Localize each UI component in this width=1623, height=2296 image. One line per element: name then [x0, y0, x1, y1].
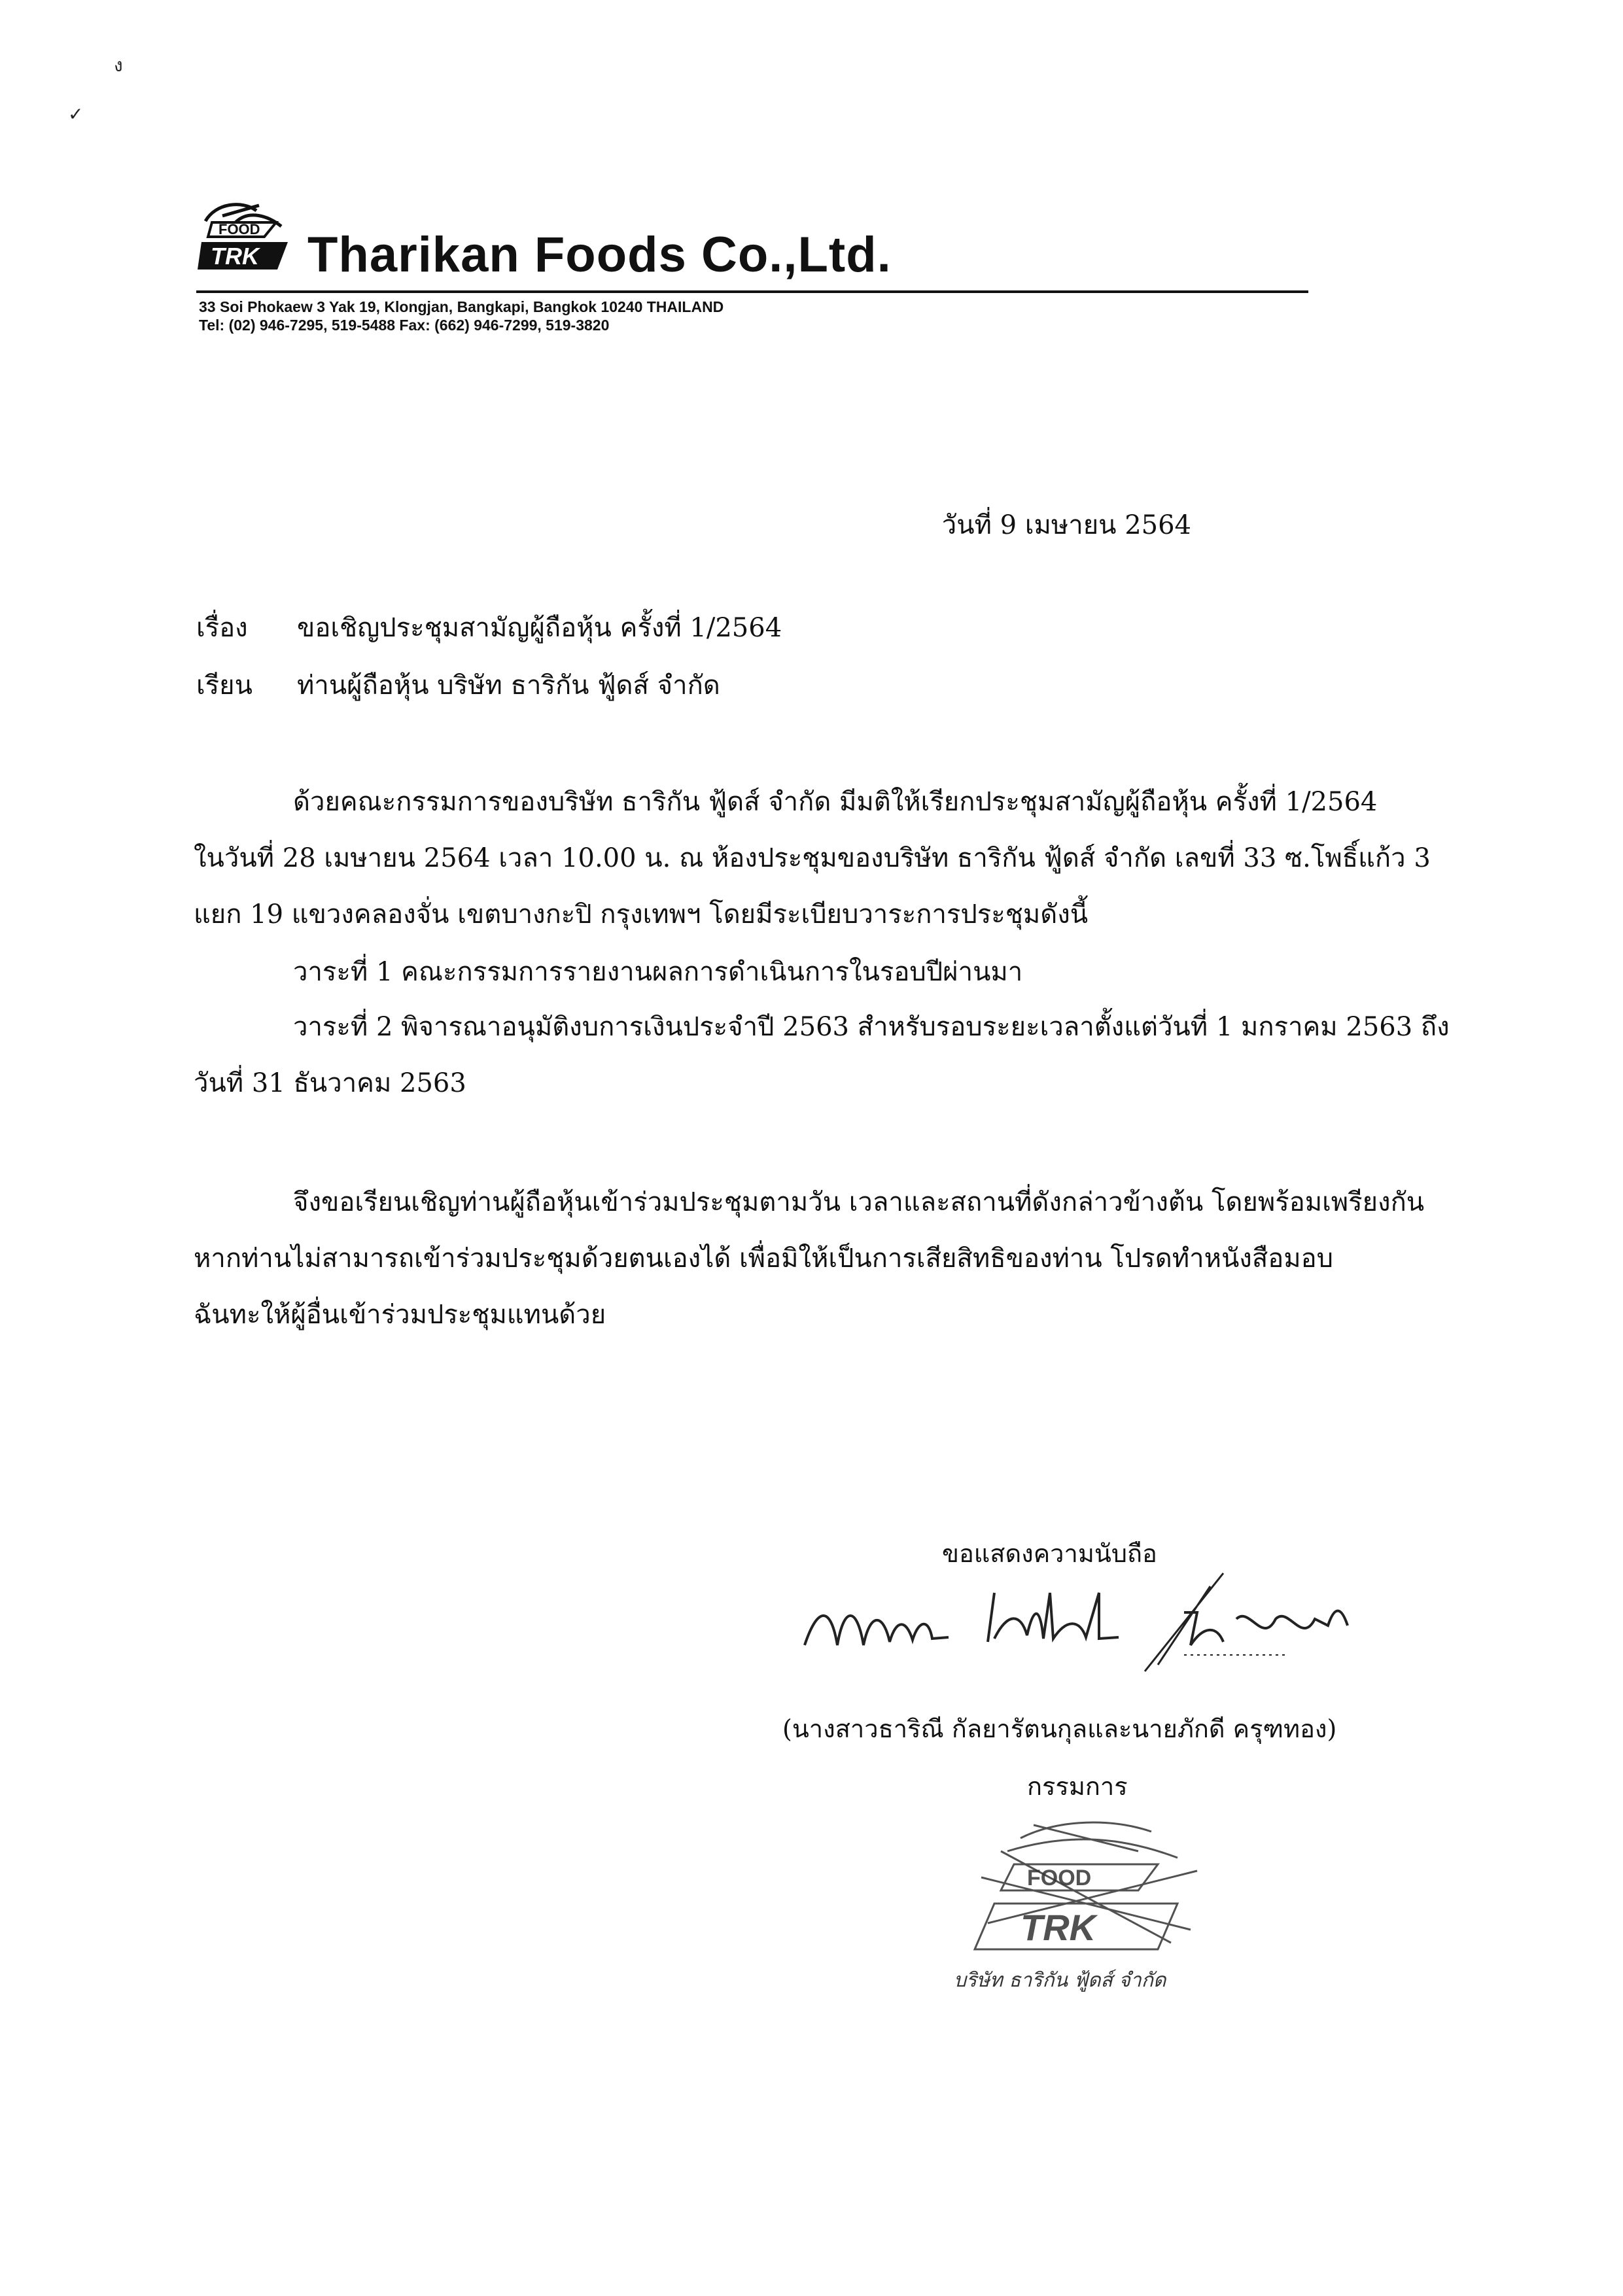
stray-mark-top: ง: [114, 54, 123, 76]
recipient-text: ท่านผู้ถือหุ้น บริษัท ธาริกัน ฟู้ดส์ จำกัด: [297, 670, 720, 701]
svg-text:TRK: TRK: [211, 243, 259, 270]
svg-text:TRK: TRK: [1021, 1907, 1096, 1948]
stray-mark-tick: ✓: [68, 103, 84, 125]
company-address: 33 Soi Phokaew 3 Yak 19, Klongjan, Bangkapi, Bangkok 10240 THAILAND: [199, 298, 724, 315]
agenda-item-2-line1: วาระที่ 2 พิจารณาอนุมัติงบการเงินประจำปี 2563 สำหรับรอบระยะเวลาตั้งแต่วันที่ 1 มกราคม 2563 ถึง: [293, 1012, 1450, 1042]
letter-date: วันที่ 9 เมษายน 2564: [941, 510, 1191, 540]
letterhead-rule: [196, 290, 1308, 293]
subject-label: เรื่อง: [196, 613, 248, 643]
agenda-item-2-line2: วันที่ 31 ธันวาคม 2563: [194, 1068, 466, 1098]
body-p1-line3: แยก 19 แขวงคลองจั่น เขตบางกะปิ กรุงเทพฯ โดยมีระเบียบวาระการประชุมดังนี้: [194, 899, 1089, 930]
body-p2-line2: หากท่านไม่สามารถเข้าร่วมประชุมด้วยตนเองได้ เพื่อมิให้เป็นการเสียสิทธิของท่าน โปรดทำหนังสือมอบ: [194, 1244, 1334, 1274]
food-trk-logo-icon: [196, 196, 301, 275]
body-p2-line3: ฉันทะให้ผู้อื่นเข้าร่วมประชุมแทนด้วย: [194, 1300, 606, 1330]
company-name: Tharikan Foods Co.,Ltd.: [307, 227, 892, 283]
svg-text:FOOD: FOOD: [1027, 1866, 1092, 1890]
company-contact: Tel: (02) 946-7295, 519-5488 Fax: (662) 946-7299, 519-3820: [199, 317, 610, 334]
subject-text: ขอเชิญประชุมสามัญผู้ถือหุ้น ครั้งที่ 1/2564: [297, 613, 782, 643]
recipient-label: เรียน: [196, 670, 253, 701]
company-seal-text: บริษัท ธาริกัน ฟู้ดส์ จำกัด: [954, 1969, 1166, 1992]
signers-names: (นางสาวธาริณี กัลยารัตนกุลและนายภักดี ครุฑทอง): [782, 1714, 1337, 1743]
closing-text: ขอแสดงความนับถือ: [942, 1539, 1157, 1568]
company-seal-stamp-icon: [942, 1812, 1230, 1962]
body-p2-line1: จึงขอเรียนเชิญท่านผู้ถือหุ้นเข้าร่วมประชุมตามวัน เวลาและสถานที่ดังกล่าวข้างต้น โดยพร้อมเพรียงกัน: [293, 1187, 1425, 1217]
svg-text:FOOD: FOOD: [218, 221, 260, 237]
handwritten-signatures-icon: [792, 1567, 1354, 1678]
body-p1-line2: ในวันที่ 28 เมษายน 2564 เวลา 10.00 น. ณ ห้องประชุมของบริษัท ธาริกัน ฟู้ดส์ จำกัด เลขที่ 33 ซ.โพธิ์แก้ว 3: [194, 843, 1431, 873]
body-p1-line1: ด้วยคณะกรรมการของบริษัท ธาริกัน ฟู้ดส์ จำกัด มีมติให้เรียกประชุมสามัญผู้ถือหุ้น ครั้งที่ 1/2564: [293, 787, 1378, 817]
signer-position: กรรมการ: [1027, 1772, 1128, 1801]
agenda-item-1: วาระที่ 1 คณะกรรมการรายงานผลการดำเนินการในรอบปีผ่านมา: [293, 957, 1023, 987]
